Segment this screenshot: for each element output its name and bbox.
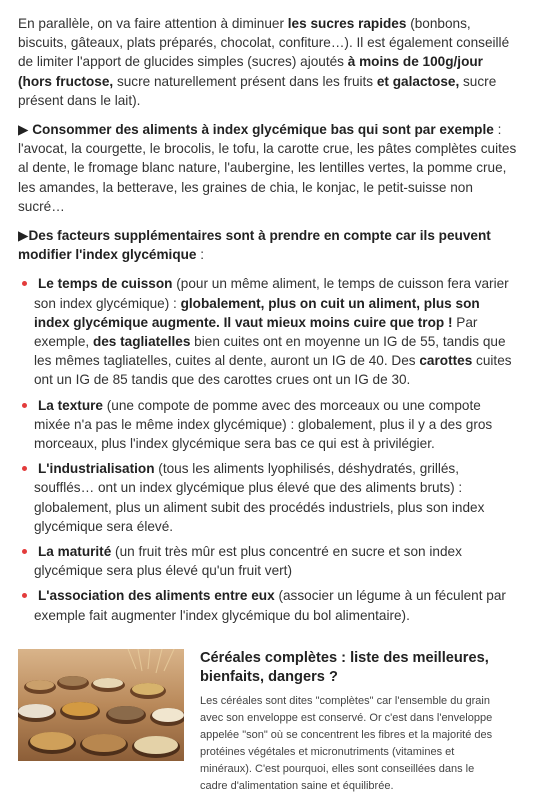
list-item-industrialisation: [34, 459, 518, 536]
bullet-icon: [22, 466, 27, 471]
bullet-icon: [22, 549, 27, 554]
text: :: [196, 247, 205, 263]
bold-text: à moins de 100g/jour (hors fructose,: [18, 54, 483, 89]
bold-text: et galactose,: [376, 73, 460, 89]
bold-text: des tagliatelles: [92, 334, 191, 350]
text: sucre présent dans le lait).: [18, 73, 497, 108]
text: (bonbons, biscuits, gâteaux, plats préparés, chocolat, confiture…). Il est également conseillé de limiter l'apport de glucides simples (sucres) ajoutés: [18, 16, 510, 70]
factors-list: [18, 274, 518, 624]
paragraph-low-gi-foods: [18, 120, 518, 216]
bold-text: carottes: [419, 353, 473, 369]
related-article-content: [200, 649, 500, 795]
text: (associer un légume à un féculent par exemple fait augmenter l'index glycémique du bol alimentaire).: [34, 588, 506, 623]
text: En parallèle, on va faire attention à diminuer: [18, 16, 288, 31]
text: Par exemple,: [34, 314, 478, 350]
text: (pour un même aliment, le temps de cuisson fera varier son index glycémique) :: [34, 276, 509, 311]
list-item-texture: [34, 396, 518, 454]
bold-text: les sucres rapides: [287, 16, 407, 31]
related-article-card[interactable]: [18, 649, 518, 795]
bold-text: globalement, plus on cuit un aliment, plus son index glycémique augmente. Il vaut mieux moins cuire que trop !: [34, 295, 480, 330]
bold-text: ▶ Consommer des aliments à index glycémique bas qui sont par exemple: [18, 122, 494, 138]
bold-text: ▶Des facteurs supplémentaires sont à prendre en compte car ils peuvent modifier l'index glycémique: [18, 228, 491, 263]
text: bien cuites ont en moyenne un IG de 55, tandis que les mêmes tagliatelles, cuites al dente, auront un IG de 40. Des: [34, 334, 506, 369]
text: sucre naturellement présent dans les fruits: [113, 73, 377, 89]
list-item-title: L'association des aliments entre eux: [38, 588, 275, 604]
bullet-icon: [22, 593, 27, 598]
list-item-maturity: [34, 542, 518, 580]
list-item-title: La texture: [38, 397, 103, 413]
cereals-thumbnail-image[interactable]: [18, 649, 184, 761]
text: (un fruit très mûr est plus concentré en sucre et son index glycémique sera plus élevé qu'un fruit vert): [34, 544, 462, 579]
list-item-title: La maturité: [38, 544, 112, 560]
list-item-title: Le temps de cuisson: [38, 276, 173, 292]
bullet-icon: [22, 281, 27, 286]
list-item-title: L'industrialisation: [38, 461, 155, 477]
bullet-icon: [22, 403, 27, 408]
list-item-food-association: [34, 586, 518, 624]
text: (tous les aliments lyophilisés, déshydratés, grillés, soufflés… ont un index glycémique plus élevé que des aliments bruts) : globalement, plus un aliment subit des procédés industriels, plus son index glycémique sera élevé.: [34, 461, 485, 534]
text: cuites ont un IG de 85 tandis que des carottes crues ont un IG de 30.: [34, 353, 512, 388]
cereal-bowls-illustration: [18, 649, 184, 761]
paragraph-factors-intro: [18, 226, 518, 264]
text: (une compote de pomme avec des morceaux ou une compote mixée n'a pas le même index glycémique) : globalement, plus il y a des gros morceaux, plus l'index glycémique sera bas ce qui est à privilégier.: [34, 397, 493, 452]
text: : l'avocat, la courgette, le brocolis, le tofu, la carotte crue, les pâtes complètes cuites al dente, le fromage blanc nature, l'aubergine, les lentilles vertes, la pomme crue, les amandes, la betterave, les graines de chia, le konjac, le petit-suisse non sucré…: [18, 122, 517, 214]
related-article-excerpt: Les céréales sont dites "complètes" car l'ensemble du grain avec son enveloppe est conservé. Or c'est dans l'enveloppe appelée "son" où se concentrent les fibres et la majorité des protéines végétales et micronutriments (vitamines et minéraux). C'est pourquoi, elles sont conseillées dans le cadre d'alimentation saine et équilibrée.: [200, 694, 493, 792]
list-item-cooking-time: [34, 274, 518, 389]
paragraph-sugars: [18, 14, 518, 110]
related-article-title[interactable]: Céréales complètes : liste des meilleures, bienfaits, dangers ?: [200, 649, 489, 685]
